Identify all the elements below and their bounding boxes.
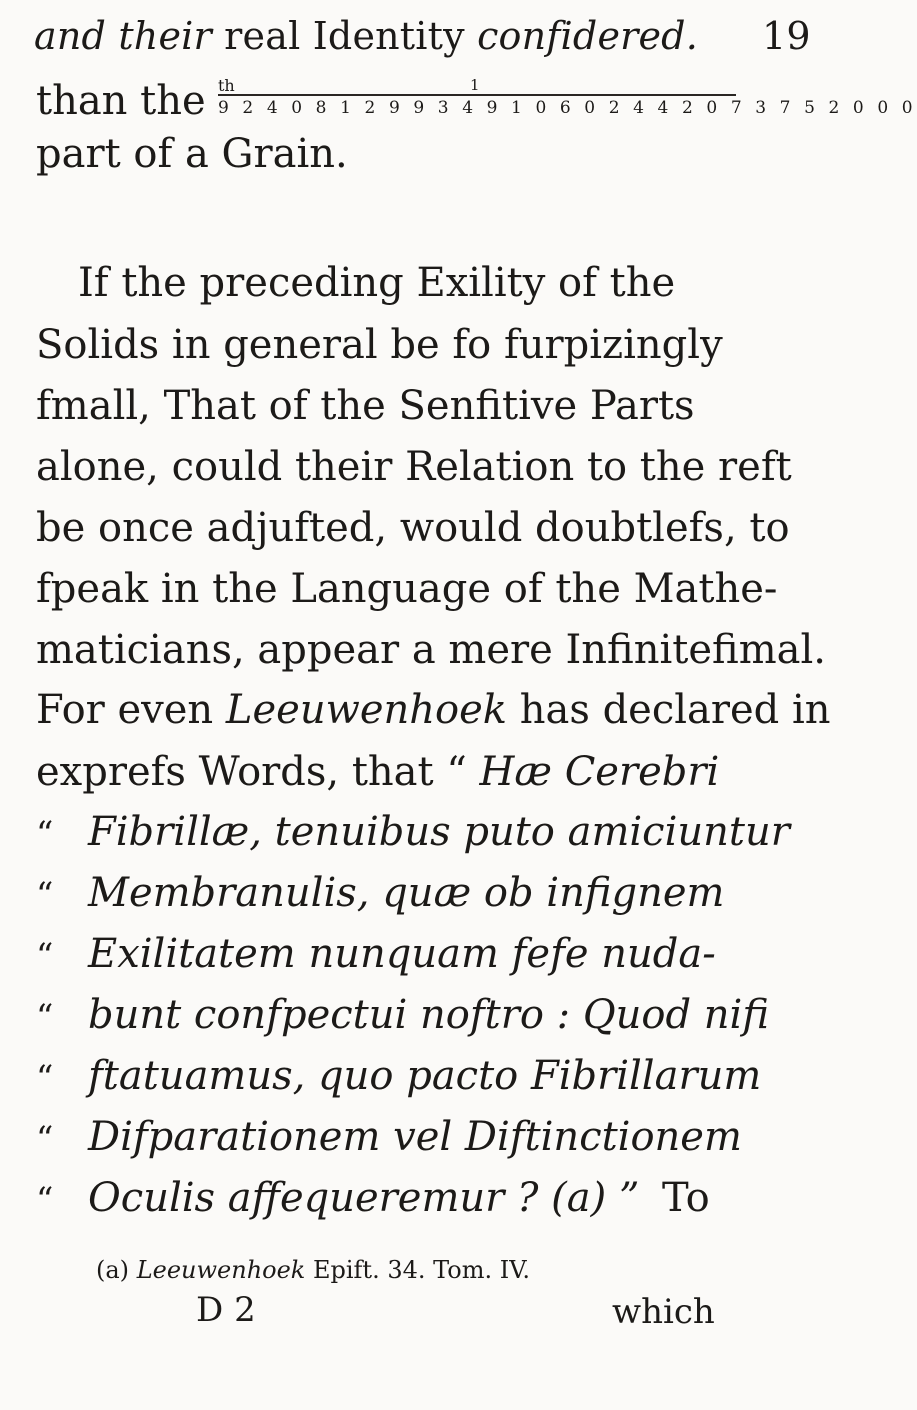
quote-line-1: Fibrillæ, tenuibus puto amiciuntur <box>88 809 790 855</box>
running-title-italic-2: confidered. <box>477 14 698 58</box>
body-line-4: alone, could their Relation to the reft <box>36 444 792 490</box>
fraction-bar <box>218 94 736 96</box>
footnote-reference: Epift. 34. Tom. IV. <box>312 1256 530 1284</box>
quote-mark-3: “ <box>36 936 54 976</box>
page-number: 19 <box>762 14 811 58</box>
fraction-suffix: th <box>218 76 235 95</box>
quote-line-7: Oculis affequeremur ? (a) ” <box>88 1175 640 1221</box>
footnote-mark: (a) <box>96 1256 130 1284</box>
body-line-6: fpeak in the Language of the Mathe- <box>36 566 778 612</box>
running-header <box>34 14 811 58</box>
quote-line-4: bunt confpectui noftro : Quod nifi <box>88 992 770 1038</box>
quote-line-3: Exilitatem nunquam fefe nuda- <box>88 931 716 977</box>
quote-mark-5: “ <box>36 1058 54 1098</box>
running-title-italic-1: and their <box>34 14 212 58</box>
body-line-2: Solids in general be fo furpizingly <box>36 322 723 368</box>
fraction-trailing-text: part of a Grain. <box>36 131 348 177</box>
quote-intro-text: exprefs Words, that <box>36 749 434 795</box>
quote-mark-4: “ <box>36 997 54 1037</box>
body-line-1: If the preceding Exility of the <box>78 260 676 306</box>
quote-mark-1: “ <box>36 814 54 854</box>
author-name-inline: Leeuwenhoek <box>225 687 507 733</box>
quote-first-words: Hæ Cerebri <box>479 749 720 795</box>
body-line-7: maticians, appear a mere Infinitefimal. <box>36 627 826 673</box>
quote-intro-line <box>36 749 720 795</box>
quote-mark-6: “ <box>36 1119 54 1159</box>
quote-line-6: Difparationem vel Diftinctionem <box>88 1114 742 1160</box>
quote-line-5: ftatuamus, quo pacto Fibrillarum <box>88 1053 762 1099</box>
signature-mark: D 2 <box>196 1290 256 1330</box>
fraction-lead-text: than the <box>36 78 206 124</box>
body-line-8 <box>36 687 831 733</box>
fraction <box>218 76 917 124</box>
fraction-numerator: 1 <box>470 76 480 94</box>
footnote <box>96 1256 530 1284</box>
quote-continuation-to: To <box>662 1175 710 1221</box>
quote-open-mark: “ <box>446 749 467 795</box>
fraction-denominator: 9 2 4 0 8 1 2 9 9 3 4 9 1 0 6 0 2 4 4 2 0 7 3 7 5 2 0 0 0 <box>218 98 917 118</box>
running-title-roman: real Identity <box>211 14 478 58</box>
body-line-5: be once adjufted, would doubtlefs, to <box>36 505 790 551</box>
body-line-8-end: has declared in <box>519 687 831 733</box>
footnote-author: Leeuwenhoek <box>136 1256 306 1284</box>
quote-mark-7: “ <box>36 1180 54 1220</box>
body-line-8-start: For even <box>36 687 226 733</box>
catchword: which <box>612 1292 715 1332</box>
body-line-3: fmall, That of the Senfitive Parts <box>36 383 695 429</box>
quote-line-2: Membranulis, quæ ob infignem <box>88 870 725 916</box>
quote-mark-2: “ <box>36 875 54 915</box>
